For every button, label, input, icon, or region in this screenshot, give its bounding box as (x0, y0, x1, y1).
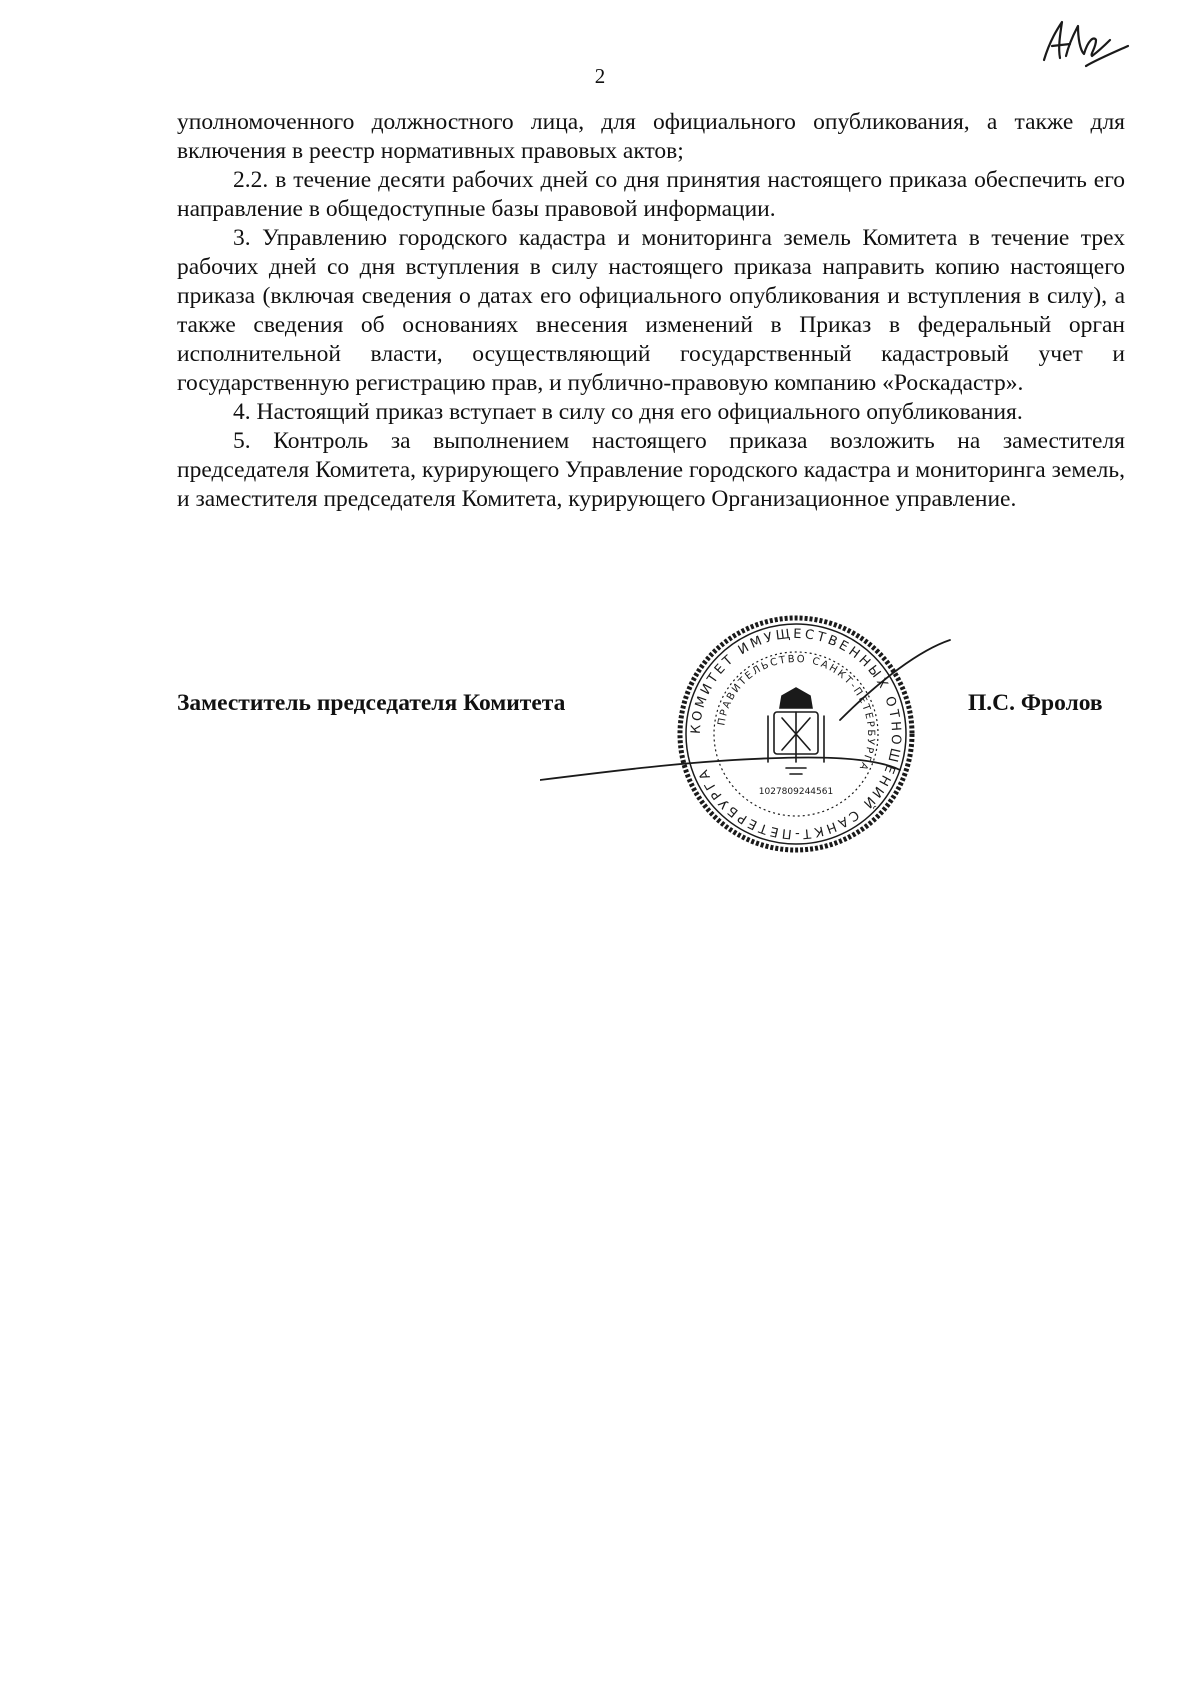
handwritten-initials (1030, 10, 1130, 80)
document-body (177, 108, 1125, 514)
paragraph-4: 4. Настоящий приказ вступает в силу со дня его официального опубликования. (233, 399, 1023, 425)
svg-text:ПРАВИТЕЛЬСТВО САНКТ-ПЕТЕРБУРГА: ПРАВИТЕЛЬСТВО САНКТ-ПЕТЕРБУРГА (716, 653, 877, 774)
paragraph-3: 3. Управлению городского кадастра и мониторинга земель Комитета в течение трех рабочих дней со дня вступления в силу настоящего приказа направить копию настоящего приказа (включая сведения о датах его официального опубликования и вступления в силу), а также сведения об основаниях внесения изменений в Приказ в федеральный орган исполнительной власти, осуществляющий государственный кадастровый учет и государственную регистрацию прав, и публично-правовую компанию «Роскадастр». (177, 225, 1125, 396)
signatory-title: Заместитель председателя Комитета (177, 690, 566, 716)
paragraph-5: 5. Контроль за выполнением настоящего приказа возложить на заместителя председателя Комитета, курирующего Управление городского кадастра и мониторинга земель, и заместителя председателя Комитета, курирующего Организационное управление. (177, 428, 1125, 512)
paragraph-continuation: уполномоченного должностного лица, для официального опубликования, а также для включения в реестр нормативных правовых актов; (177, 109, 1125, 164)
page-number: 2 (594, 64, 606, 88)
svg-text:1027809244561: 1027809244561 (758, 787, 834, 797)
paragraph-2-2: 2.2. в течение десяти рабочих дней со дня принятия настоящего приказа обеспечить его направление в общедоступные базы правовой информации. (177, 167, 1125, 222)
handwritten-signature (540, 620, 980, 800)
svg-text:КОМИТЕТ ИМУЩЕСТВЕННЫХ ОТНОШЕНИ: КОМИТЕТ ИМУЩЕСТВЕННЫХ ОТНОШЕНИЙ САНКТ-ПЕТЕРБУРГА (688, 626, 904, 842)
signatory-name: П.С. Фролов (968, 690, 1103, 716)
